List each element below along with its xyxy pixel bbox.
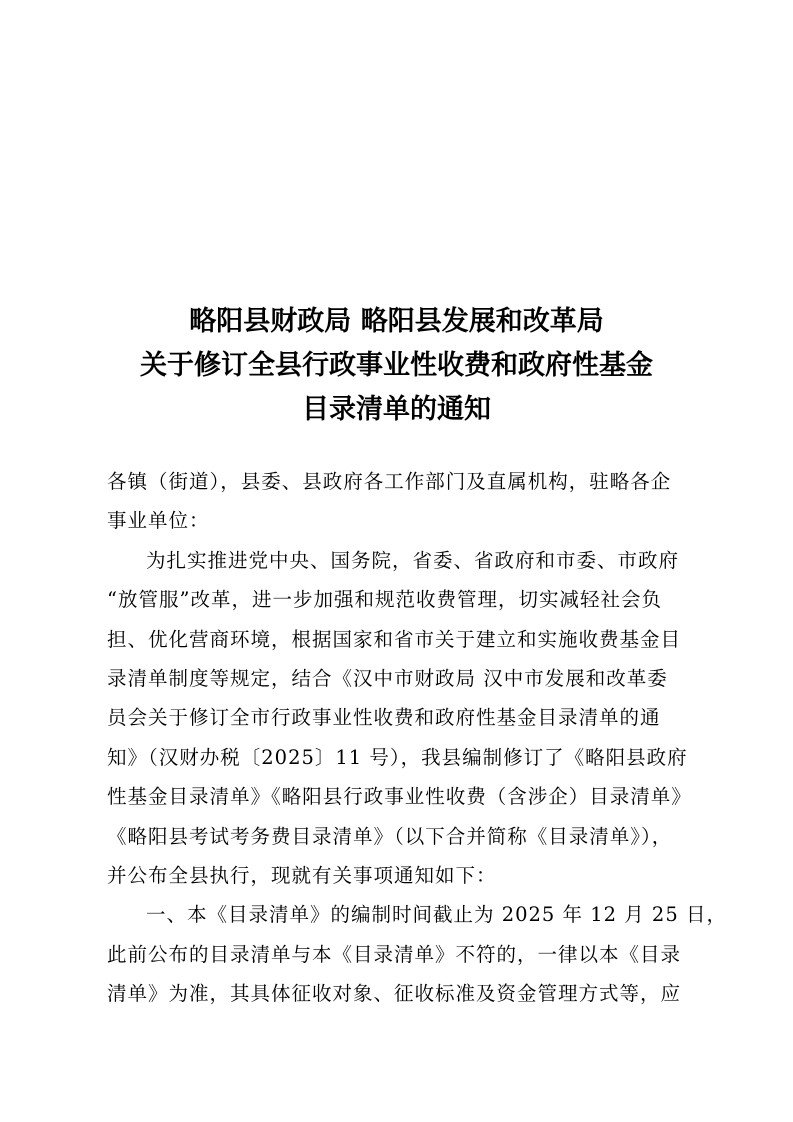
body-line: 各镇（街道），县委、县政府各工作部门及直属机构，驻略各企 (107, 470, 672, 493)
title-line-1: 略阳县财政局 略阳县发展和改革局 (189, 306, 604, 337)
title-line-2: 关于修订全县行政事业性收费和政府性基金 (140, 350, 653, 381)
body-line: 性基金目录清单》《略阳县行政事业性收费（含涉企）目录清单》 (107, 785, 692, 809)
body-line: 事业单位： (107, 509, 210, 533)
body-line: 录清单制度等规定，结合《汉中市财政局 汉中市发展和改革委 (107, 666, 668, 690)
body-line: 并公布全县执行，现就有关事项通知如下： (107, 863, 497, 887)
body-line: 清单》为准，其具体征收对象、征收标准及资金管理方式等，应 (107, 982, 682, 1006)
body-line: 一、本《目录清单》的编制时间截止为 2025 年 12 月 25 日， (146, 903, 727, 927)
body-line: 此前公布的目录清单与本《目录清单》不符的，一律以本《目录 (107, 942, 682, 966)
body-line: 员会关于修订全市行政事业性收费和政府性基金目录清单的通 (107, 706, 661, 730)
body-line: “放管服”改革，进一步加强和规范收费管理，切实减轻社会负 (107, 588, 662, 612)
body-line: 《略阳县考试考务费目录清单》（以下合并简称《目录清单》）， (107, 824, 673, 848)
title-line-3: 目录清单的通知 (302, 394, 491, 425)
document-body (107, 462, 727, 1013)
body-line: 担、优化营商环境，根据国家和省市关于建立和实施收费基金目 (107, 627, 682, 651)
document-title (60, 300, 733, 432)
body-line: 知》（汉财办税〔2025〕11 号），我县编制修订了《略阳县政府 (107, 745, 688, 769)
body-line: 为扎实推进党中央、国务院，省委、省政府和市委、市政府 (146, 548, 680, 572)
